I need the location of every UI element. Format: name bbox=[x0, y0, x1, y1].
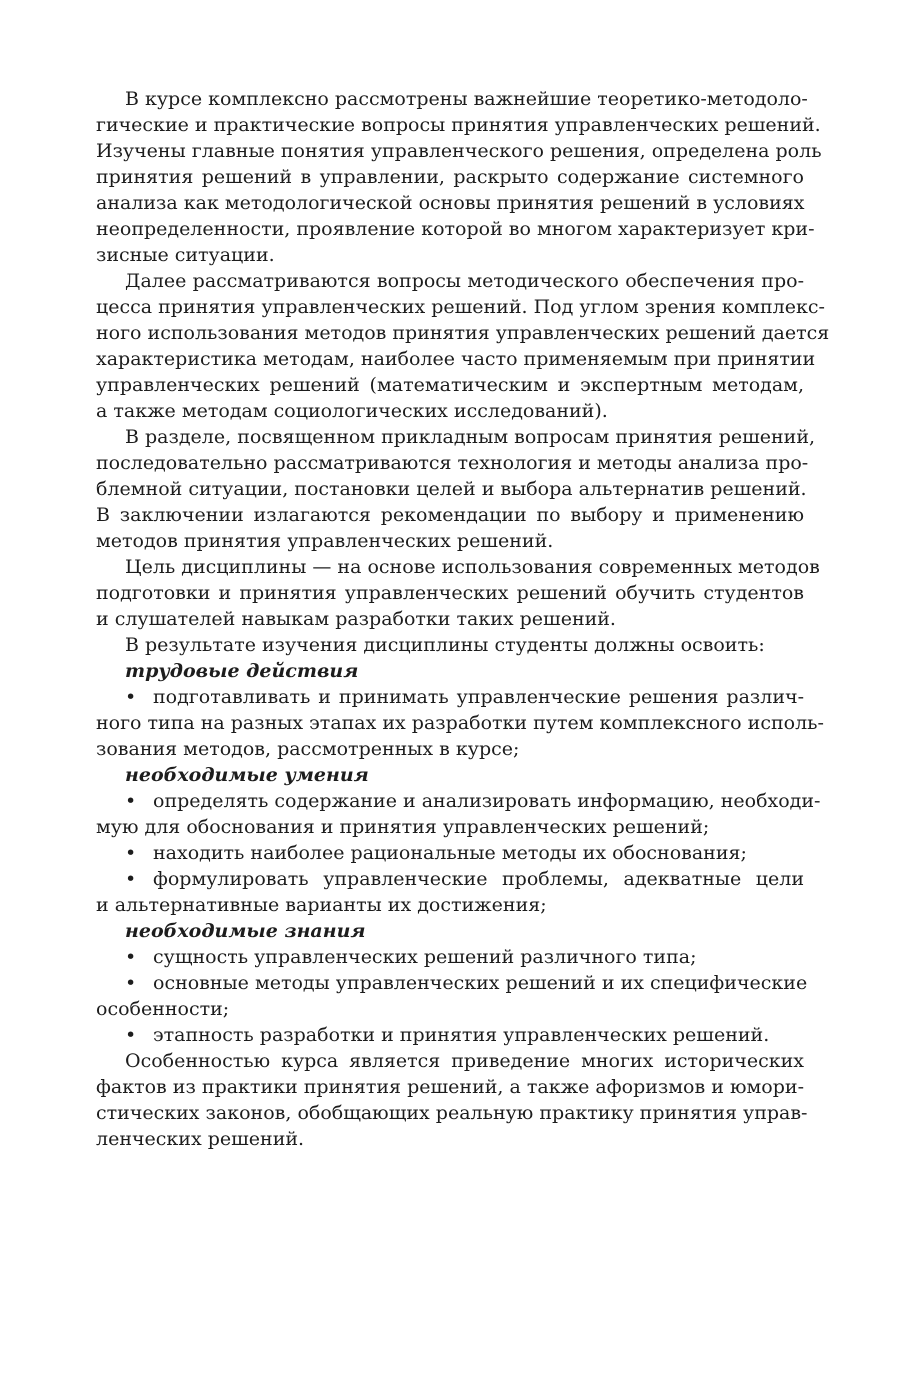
bullet-text: формулировать управленческие проблемы, адекватные цели bbox=[153, 868, 804, 890]
section-skills bbox=[96, 762, 821, 918]
bullet-item bbox=[96, 970, 808, 1022]
bullet-item bbox=[96, 866, 804, 918]
section-labor-actions bbox=[96, 658, 824, 762]
section-knowledge bbox=[96, 918, 808, 1048]
text-line bbox=[96, 1022, 804, 1048]
text-line: методов принятия управленческих решений. bbox=[96, 530, 554, 552]
text-line: мую для обоснования и принятия управленческих решений; bbox=[96, 816, 710, 838]
text-line: зования методов, рассмотренных в курсе; bbox=[96, 738, 520, 760]
text-line: характеристика методам, наиболее часто применяемым при принятии bbox=[96, 348, 816, 370]
text-line: управленческих решений (математическим и экспертным методам, bbox=[96, 374, 804, 396]
bullet-icon: • bbox=[125, 790, 137, 812]
text-line: ного типа на разных этапах их разработки путем комплексного исполь- bbox=[96, 712, 824, 734]
text-line: Изучены главные понятия управленческого решения, определена роль bbox=[96, 140, 822, 162]
text-line: зисные ситуации. bbox=[96, 244, 275, 266]
text-line: блемной ситуации, постановки целей и выбора альтернатив решений. bbox=[96, 478, 807, 500]
bullet-item bbox=[96, 944, 804, 970]
text-line bbox=[96, 684, 804, 710]
bullet-icon: • bbox=[125, 842, 137, 864]
bullet-text: основные методы управленческих решений и их специфические bbox=[153, 972, 808, 994]
paragraph-applied-section bbox=[96, 424, 816, 554]
bullet-icon: • bbox=[125, 946, 137, 968]
bullet-item bbox=[96, 788, 821, 840]
paragraph-course-overview bbox=[96, 86, 822, 268]
text-line: ного использования методов принятия управленческих решений дается bbox=[96, 322, 830, 344]
paragraph-discipline-goal bbox=[96, 554, 820, 632]
bullet-text: определять содержание и анализировать информацию, необходи- bbox=[153, 790, 821, 812]
document-page bbox=[96, 86, 830, 1152]
text-line: В заключении излагаются рекомендации по выбору и применению bbox=[96, 504, 804, 526]
section-heading: необходимые умения bbox=[125, 764, 369, 786]
text-line: цесса принятия управленческих решений. Под углом зрения комплекс- bbox=[96, 296, 825, 318]
text-line: подготовки и принятия управленческих решений обучить студентов bbox=[96, 582, 804, 604]
paragraph-course-feature bbox=[96, 1048, 808, 1152]
text-line: и слушателей навыкам разработки таких решений. bbox=[96, 608, 616, 630]
bullet-item bbox=[96, 684, 824, 762]
text-line: а также методам социологических исследований). bbox=[96, 400, 608, 422]
bullet-item bbox=[96, 1022, 804, 1048]
text-line bbox=[96, 944, 804, 970]
text-line: В разделе, посвященном прикладным вопросам принятия решений, bbox=[125, 426, 816, 448]
text-line: гические и практические вопросы принятия управленческих решений. bbox=[96, 114, 821, 136]
bullet-text: сущность управленческих решений различного типа; bbox=[153, 946, 697, 968]
bullet-text: этапность разработки и принятия управленческих решений. bbox=[153, 1024, 770, 1046]
bullet-icon: • bbox=[125, 686, 137, 708]
paragraph-learning-outcomes bbox=[96, 632, 804, 658]
text-line: особенности; bbox=[96, 998, 230, 1020]
bullet-text: подготавливать и принимать управленческие решения различ- bbox=[153, 686, 804, 708]
text-line: фактов из практики принятия решений, а также афоризмов и юмори- bbox=[96, 1076, 804, 1098]
bullet-icon: • bbox=[125, 972, 137, 994]
text-line: Цель дисциплины — на основе использования современных методов bbox=[125, 556, 820, 578]
text-line bbox=[96, 970, 808, 996]
bullet-icon: • bbox=[125, 1024, 137, 1046]
text-line: и альтернативные варианты их достижения; bbox=[96, 894, 547, 916]
text-line: анализа как методологической основы принятия решений в условиях bbox=[96, 192, 805, 214]
text-line: последовательно рассматриваются технология и методы анализа про- bbox=[96, 452, 809, 474]
bullet-icon: • bbox=[125, 868, 137, 890]
text-line: В курсе комплексно рассмотрены важнейшие теоретико-методоло- bbox=[125, 88, 808, 110]
text-line bbox=[96, 788, 821, 814]
text-line: Особенностью курса является приведение многих исторических bbox=[125, 1050, 804, 1072]
bullet-item bbox=[96, 840, 804, 866]
section-heading: трудовые действия bbox=[125, 660, 359, 682]
text-line bbox=[96, 840, 804, 866]
text-line: В результате изучения дисциплины студенты должны освоить: bbox=[125, 634, 765, 656]
section-heading: необходимые знания bbox=[125, 920, 366, 942]
bullet-text: находить наиболее рациональные методы их обоснования; bbox=[153, 842, 747, 864]
paragraph-methodical-support bbox=[96, 268, 830, 424]
text-line: Далее рассматриваются вопросы методического обеспечения про- bbox=[125, 270, 804, 292]
text-line: стических законов, обобщающих реальную практику принятия управ- bbox=[96, 1102, 808, 1124]
text-line: неопределенности, проявление которой во многом характеризует кри- bbox=[96, 218, 815, 240]
text-line: принятия решений в управлении, раскрыто содержание системного bbox=[96, 166, 804, 188]
text-line: ленческих решений. bbox=[96, 1128, 305, 1150]
text-line bbox=[96, 866, 804, 892]
